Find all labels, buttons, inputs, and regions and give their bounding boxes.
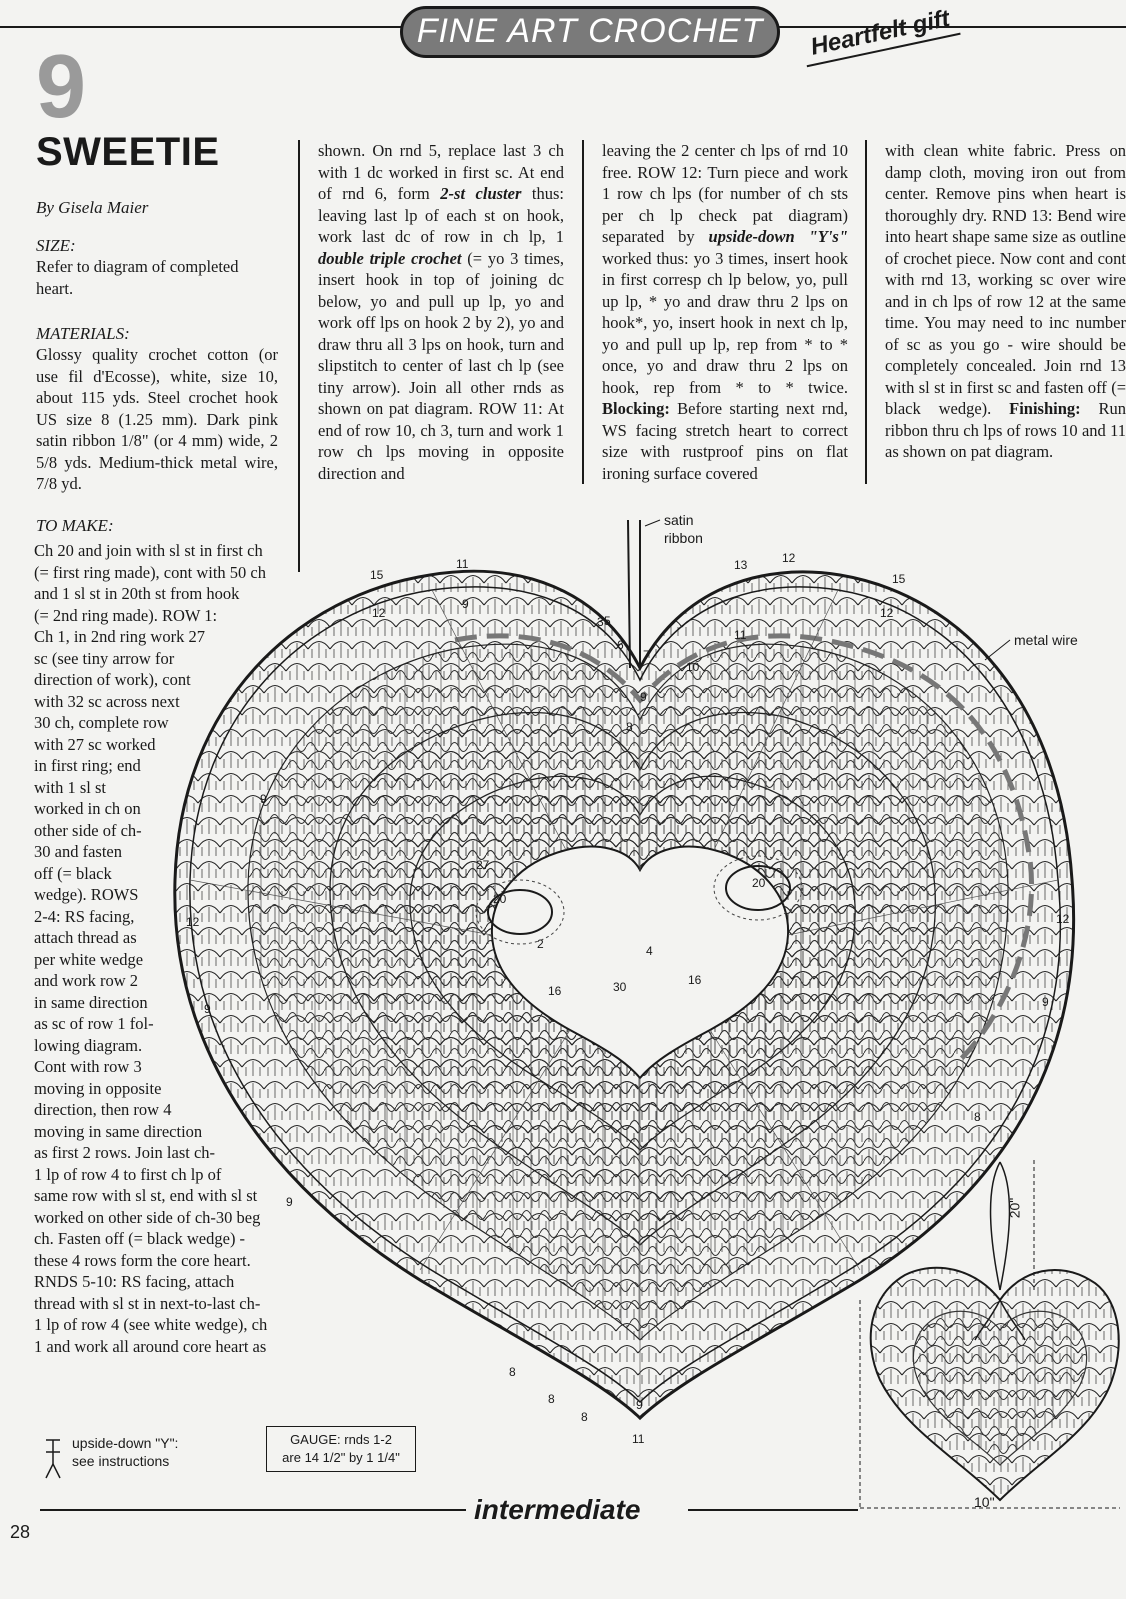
to-make-line: 1 lp of row 4 (see white wedge), ch (34, 1315, 268, 1334)
row-number-label: 15 (892, 572, 906, 586)
col2-text-1: shown. On rnd 5, replace last 3 ch with 1 dc worked in first sc. At end of rnd 6, form (318, 141, 564, 203)
row-number-label: 5 (604, 614, 611, 628)
row-number-label: 11 (734, 628, 747, 642)
row-number-label: 8 (581, 1410, 588, 1424)
row-number-label: 9 (204, 1002, 211, 1016)
designer-credit: By Gisela Maier (36, 198, 149, 217)
row-number-label: 2 (537, 937, 544, 951)
to-make-line: sc (see tiny arrow for (34, 648, 175, 668)
to-make-line: moving in same direction (34, 1121, 203, 1141)
to-make-line: attach thread as (34, 928, 137, 947)
to-make-line: lowing diagram. (34, 1035, 143, 1055)
to-make-line: in first ring; end (34, 756, 141, 775)
to-make-line: direction of work), cont (34, 670, 191, 689)
row-number-label: 16 (548, 984, 562, 998)
to-make-line: with 32 sc across next (34, 691, 180, 711)
wire-label: metal wire (1014, 632, 1078, 648)
gauge-line-1: GAUGE: rnds 1-2 (290, 1432, 392, 1447)
col3-text-2: worked thus: yo 3 times, insert hook in first corresp ch lp below, yo, pull up lp, * yo and draw thru 2 lps on hook*, yo, insert hook in next ch lp, yo and pull up lp, rep from * to * once, yo and draw thru 2 lps on hook, rep from * to * twice. (602, 248, 848, 397)
row-number-label: 9 (286, 1195, 293, 1209)
to-make-line: direction, then row 4 (34, 1100, 172, 1119)
y-symbol-icon (46, 1440, 60, 1478)
to-make-line: Ch 20 and join with sl st in first ch (34, 541, 263, 560)
pattern-number: 9 (36, 37, 87, 137)
row-number-label: 12 (782, 551, 796, 565)
row-number-label: 6 (617, 638, 624, 652)
to-make-line: and 1 sl st in 20th st from hook (34, 584, 240, 603)
row-number-label: 9 (1042, 995, 1049, 1009)
to-make-line: in same direction (34, 992, 148, 1012)
y-symbol-note (72, 1434, 178, 1470)
col3-keyword-blocking: Blocking: (602, 399, 670, 418)
row-number-label: 4 (646, 944, 653, 958)
to-make-line: same row with sl st, end with sl st (34, 1186, 258, 1205)
to-make-line: (= 2nd ring made). ROW 1: (34, 605, 218, 625)
to-make-line: 1 lp of row 4 to first ch lp of (34, 1164, 222, 1184)
col3-text-3: Before starting next rnd, WS facing stretch heart to correct size with rustproof pins on flat ironing surface covered (602, 399, 848, 483)
row-number-label: 20 (493, 892, 507, 906)
materials-heading: MATERIALS: (36, 324, 130, 343)
row-number-label: 9 (260, 792, 267, 806)
col2-text-2: thus: leaving last lp of each st on hook, work last dc of row in ch lp, 1 (318, 184, 565, 246)
row-number-label: 11 (456, 557, 469, 571)
to-make-line: as sc of row 1 fol- (34, 1014, 154, 1033)
to-make-line: wedge). ROWS (34, 885, 139, 904)
row-number-label: 12 (372, 606, 386, 620)
row-number-label: 3 (597, 615, 604, 629)
series-banner: FINE ART CROCHET (400, 6, 780, 58)
row-number-label: 9 (462, 597, 469, 611)
row-number-label: 9 (640, 690, 647, 704)
row-number-label: 16 (688, 973, 702, 987)
size-text: Refer to diagram of completed heart. (36, 257, 239, 298)
to-make-line: ch. Fasten off (= black wedge) - (34, 1229, 246, 1248)
row-number-label: 10 (686, 660, 700, 674)
pattern-title: SWEETIE (36, 130, 220, 174)
row-number-label: 13 (734, 558, 748, 572)
row-number-label: 11 (632, 1432, 645, 1446)
row-number-label: 20 (752, 876, 766, 890)
to-make-heading: TO MAKE: (36, 516, 114, 535)
to-make-line: 2-4: RS facing, (34, 906, 135, 926)
row-number-label: 27 (476, 858, 490, 872)
col3-text-1: leaving the 2 center ch lps of rnd 10 free. ROW 12: Turn piece and work 1 row ch lps (for number of ch sts per ch lp check pat diagram) separated by (602, 141, 848, 246)
to-make-line: worked in ch on (34, 799, 141, 818)
ribbon-label-1: satin (664, 512, 694, 528)
section-tag: Heartfelt gift (800, 1, 961, 67)
to-make-line: with 1 sl st (34, 777, 106, 797)
to-make-line: and work row 2 (34, 971, 139, 990)
to-make-line: 30 ch, complete row (34, 713, 169, 732)
row-number-label: 15 (370, 568, 384, 582)
to-make-line: with 27 sc worked (34, 734, 156, 754)
row-number-label: 8 (509, 1365, 516, 1379)
skill-level-badge: intermediate (474, 1494, 641, 1525)
col2-keyword-cluster: 2-st cluster (440, 184, 522, 203)
col2-keyword-dtr: double triple crochet (318, 248, 462, 268)
col2-text-3: (= yo 3 times, insert hook in top of joining dc below, yo and pull up lp, yo and work off lps on hook 2 by 2), yo and draw thru all 3 lps on hook, turn and slipstitch to center of last ch lp (see tiny arrow). Join all other rnds as shown on pat diagram. ROW 11: At end of row 10, ch 3, turn and work 1 row ch lps moving in opposite direction and (318, 248, 564, 483)
to-make-line: worked on other side of ch-30 beg (34, 1207, 261, 1227)
col4-text-2: Run ribbon thru ch lps of rows 10 and 11 as shown on pat diagram. (885, 399, 1126, 461)
to-make-line: moving in opposite (34, 1078, 162, 1098)
y-symbol-note-line2: see instructions (72, 1453, 170, 1469)
to-make-line: 30 and fasten (34, 842, 122, 861)
to-make-line: (= first ring made), cont with 50 ch (34, 562, 266, 582)
col3-keyword-y: upside-down "Y's" (708, 227, 849, 246)
row-number-label: 12 (1056, 912, 1070, 926)
size-heading: SIZE: (36, 236, 76, 255)
gauge-box (266, 1426, 416, 1472)
row-number-label: 7 (643, 648, 650, 662)
gauge-line-2: are 14 1/2" by 1 1/4" (282, 1450, 400, 1465)
ribbon-label-2: ribbon (664, 530, 703, 546)
finished-height-label: 20" (1006, 1197, 1023, 1219)
row-number-label: 12 (880, 606, 894, 620)
to-make-line: these 4 rows form the core heart. (34, 1250, 251, 1270)
col4-keyword-finishing: Finishing: (1009, 399, 1081, 418)
to-make-line: as first 2 rows. Join last ch- (34, 1143, 216, 1162)
to-make-line: RNDS 5-10: RS facing, attach (34, 1272, 235, 1291)
page-number: 28 (10, 1522, 31, 1542)
to-make-line: 1 and work all around core heart as (34, 1336, 267, 1356)
y-symbol-note-line1: upside-down "Y": (72, 1435, 179, 1451)
row-number-label: 12 (186, 915, 200, 929)
row-number-label: 9 (636, 1398, 643, 1412)
to-make-line: thread with sl st in next-to-last ch- (34, 1293, 261, 1313)
col4-text-1: with clean white fabric. Press on damp cloth, moving iron out from center. Remove pins when heart is thoroughly dry. RND 13: Bend wire into heart shape same size as outline of crochet piece. Now cont and cont with rnd 13, working sc over wire and in ch lps of row 12 at the same time. You may need to inc number of sc as you go - wire should be completely concealed. Join rnd 13 with sl st in first sc and fasten off (= black wedge). (885, 141, 1126, 418)
row-number-label: 8 (548, 1392, 555, 1406)
materials-text: Glossy quality crochet cotton (or use fil d'Ecosse), white, size 10, about 115 yds. Steel crochet hook US size 8 (1.25 mm). Dark pink satin ribbon 1/8" (or 4 mm) wide, 2 5/8 yds. Medium-thick metal wire, 7/8 yd. (36, 345, 278, 493)
row-number-label: 8 (974, 1110, 981, 1124)
to-make-line: Cont with row 3 (34, 1057, 142, 1076)
finished-width-label: 10" (974, 1494, 995, 1510)
row-number-label: 30 (613, 980, 627, 994)
row-number-label: 8 (626, 720, 633, 734)
to-make-line: other side of ch- (34, 820, 142, 840)
to-make-line: off (= black (34, 863, 112, 883)
to-make-line: per white wedge (34, 949, 144, 969)
to-make-line: Ch 1, in 2nd ring work 27 (34, 627, 205, 646)
